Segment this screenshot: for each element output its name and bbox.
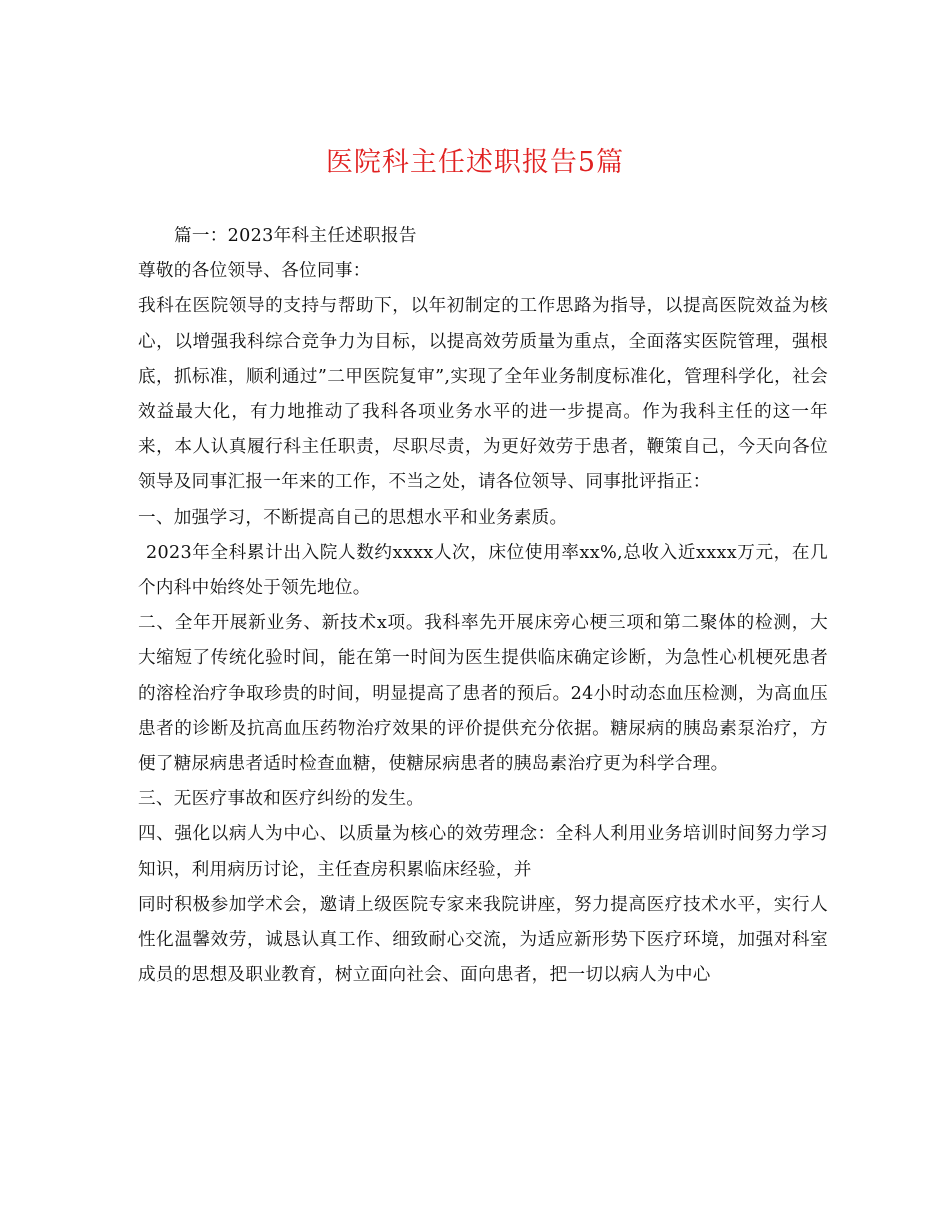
document-body <box>138 219 828 993</box>
paragraph: 四、强化以病人为中心、以质量为核心的效劳理念：全科人利用业务培训时间努力学习知识，利用病历讨论，主任查房积累临床经验，并 <box>138 824 828 880</box>
paragraph: 一、加强学习，不断提高自己的思想水平和业务素质。 <box>138 507 568 528</box>
section-heading: 篇一：2023年科主任述职报告 <box>174 226 417 246</box>
document-title: 医院科主任述职报告5篇 <box>325 147 625 178</box>
paragraph: 二、全年开展新业务、新技术x项。我科率先开展床旁心梗三项和第二聚体的检测，大大缩短了传统化验时间，能在第一时间为医生提供临床确定诊断，为急性心机梗死患者的溶栓治疗争取珍贵的时间，明显提高了患者的预后。24小时动态血压检测，为高血压患者的诊断及抗高血压药物治疗效果的评价提供充分依据。糖尿病的胰岛素泵治疗，方便了糖尿病患者适时检查血糖，使糖尿病患者的胰岛素治疗更为科学合理。 <box>138 613 828 775</box>
paragraph: 我科在医院领导的支持与帮助下，以年初制定的工作思路为指导，以提高医院效益为核心，以增强我科综合竞争力为目标，以提高效劳质量为重点，全面落实医院管理，强根底，抓标准，顺利通过”二甲医院复审”,实现了全年业务制度标准化，管理科学化，社会效益最大化，有力地推动了我科各项业务水平的进一步提高。作为我科主任的这一年来，本人认真履行科主任职责，尽职尽责，为更好效劳于患者，鞭策自己，今天向各位领导及同事汇报一年来的工作，不当之处，请各位领导、同事批评指正： <box>138 296 828 493</box>
salutation: 尊敬的各位领导、各位同事： <box>138 261 371 282</box>
paragraph: 同时积极参加学术会，邀请上级医院专家来我院讲座，努力提高医疗技术水平，实行人性化温馨效劳，诚恳认真工作、细致耐心交流，为适应新形势下医疗环境，加强对科室成员的思想及职业教育，树立面向社会、面向患者，把一切以病人为中心 <box>138 894 828 986</box>
paragraph: 三、无医疗事故和医疗纠纷的发生。 <box>138 789 425 810</box>
paragraph: 2023年全科累计出入院人数约xxxx人次，床位使用率xx%,总收入近xxxx万元，在几个内科中始终处于领先地位。 <box>138 542 828 599</box>
